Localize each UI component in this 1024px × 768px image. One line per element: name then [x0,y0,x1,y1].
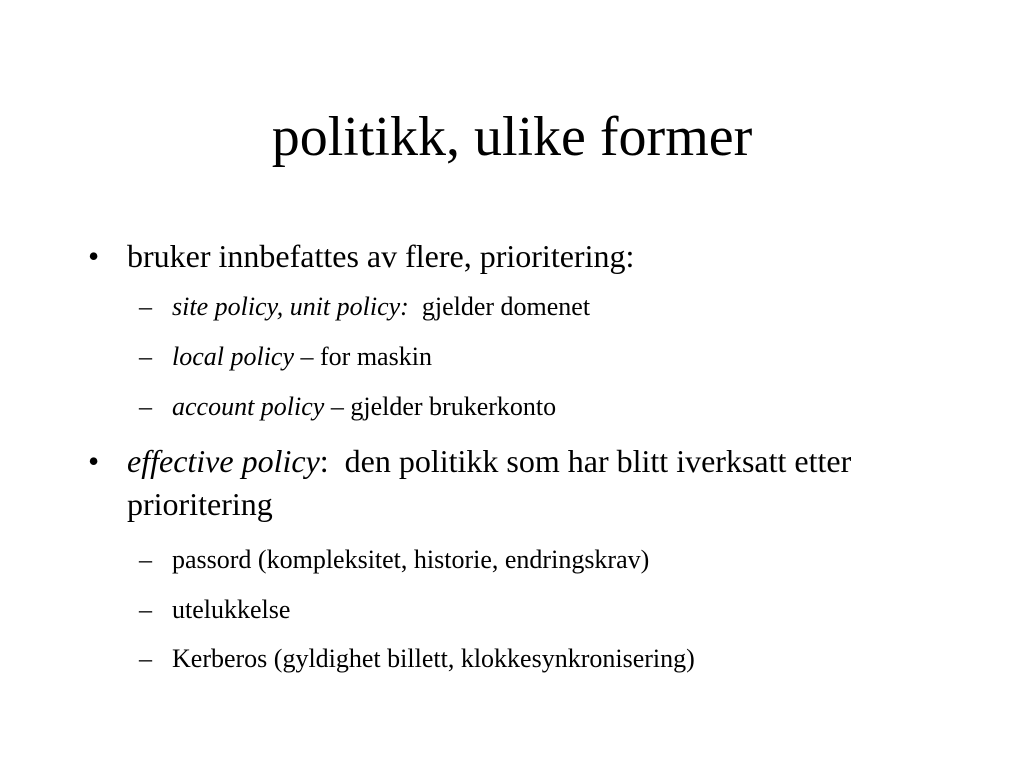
sub-bullet-item [139,593,932,627]
bullet-text: bruker innbefattes av flere, prioritering: [127,238,635,274]
bullet-text: : den politikk som har blitt iverksatt etter prioritering [127,443,860,522]
dash-marker: – [139,595,152,624]
sub-bullet-text: – gjelder brukerkonto [324,392,557,421]
sub-bullet-italic-text: site policy, unit policy: [172,292,409,321]
sub-bullet-item [139,390,932,424]
dash-marker: – [139,292,152,321]
sub-bullet-text: gjelder domenet [408,292,591,321]
sub-bullet-item [139,340,932,374]
dash-marker: – [139,545,152,574]
dash-marker: – [139,644,152,673]
bullet-marker: • [88,443,100,479]
sub-bullet-text: utelukkelse [172,595,291,624]
slide-title: politikk, ulike former [271,106,753,168]
sub-bullet-text: passord (kompleksitet, historie, endringskrav) [172,545,650,574]
sub-bullet-text: Kerberos (gyldighet billett, klokkesynkronisering) [172,644,695,673]
dash-marker: – [139,342,152,371]
sub-bullet-item [139,543,932,577]
sub-bullet-item [139,642,932,676]
bullet-item [88,440,887,526]
bullet-item [88,235,887,278]
sub-bullet-italic-text: account policy [172,392,325,421]
sub-bullet-text: – for maskin [294,342,432,371]
sub-bullet-italic-text: local policy [172,342,295,371]
dash-marker: – [139,392,152,421]
bullet-italic-text: effective policy [127,443,320,479]
bullet-marker: • [88,238,100,274]
sub-bullet-item [139,290,932,324]
